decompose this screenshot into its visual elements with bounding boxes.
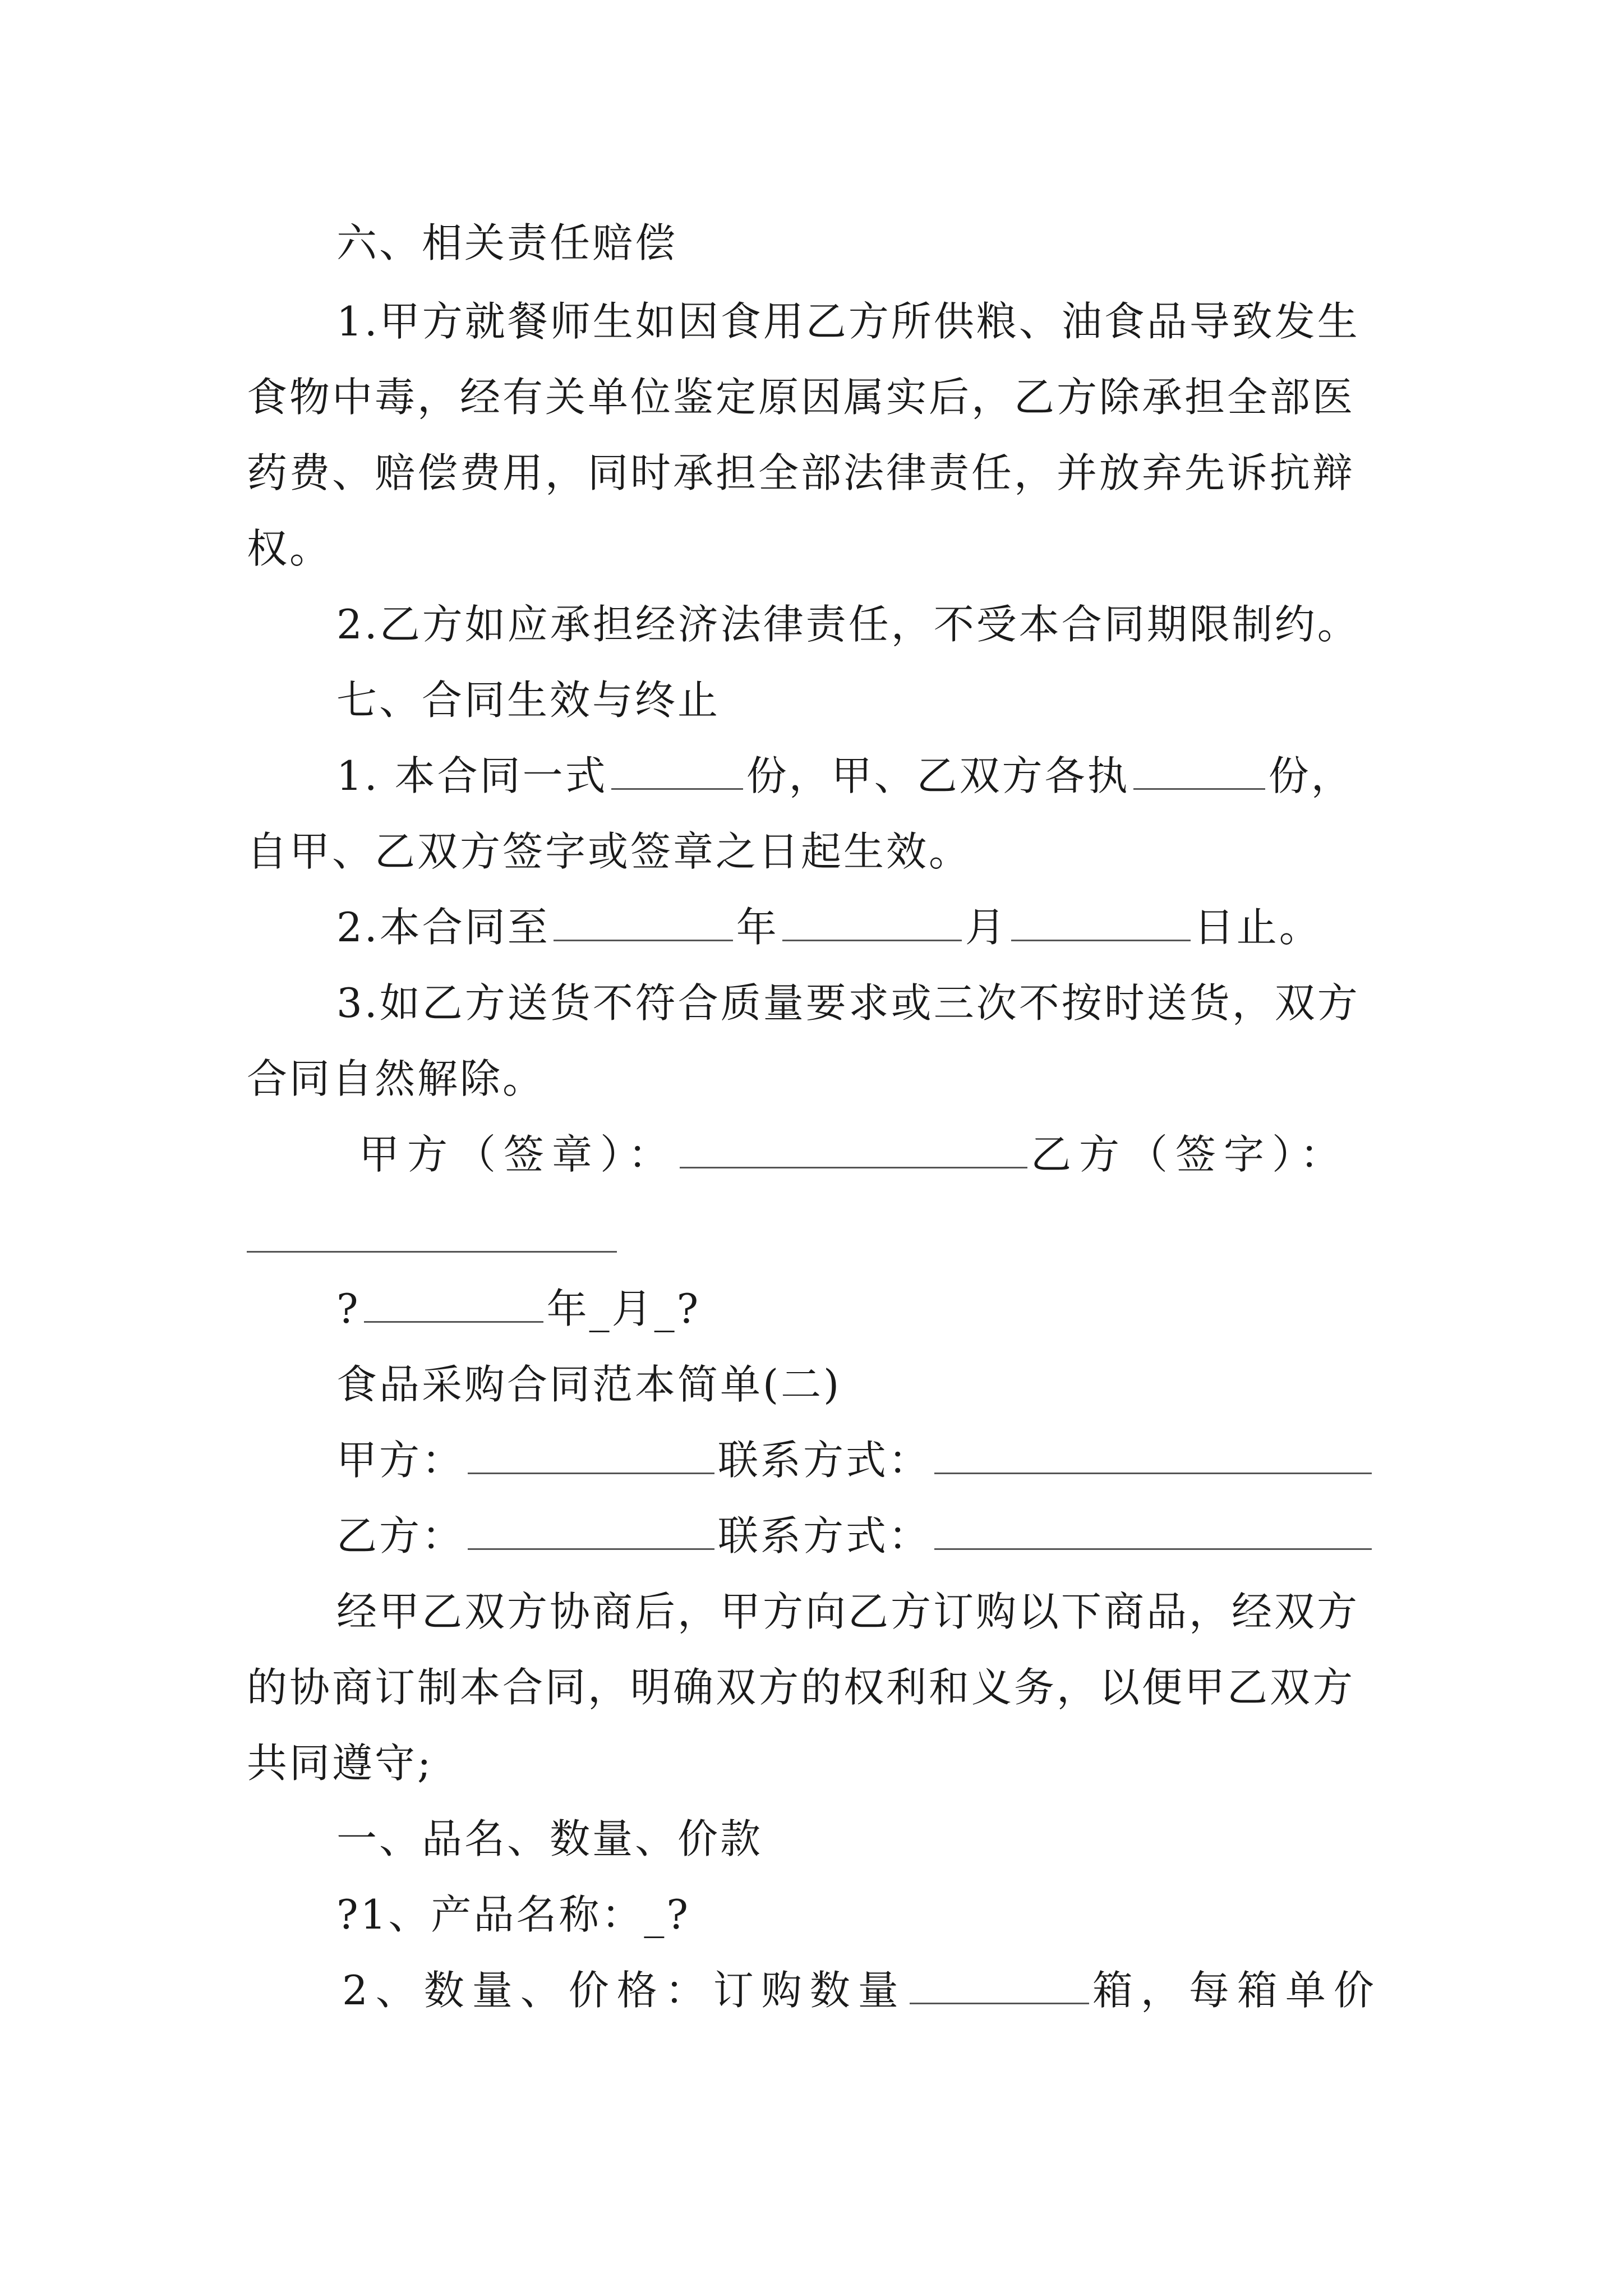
text: 2、数量、价格：订购数量 bbox=[342, 1967, 906, 2014]
text: ?1、产品名称：_? bbox=[336, 1891, 691, 1938]
text: 年_月_? bbox=[546, 1285, 701, 1332]
party-b-signature-label: 乙方（签字）： bbox=[1031, 1131, 1349, 1178]
text: 的协商订制本合同，明确双方的权利和义务，以便甲乙双方 bbox=[247, 1664, 1355, 1711]
text: 日止。 bbox=[1193, 904, 1322, 951]
section-1-heading bbox=[336, 1812, 1391, 1866]
month-blank bbox=[782, 906, 962, 941]
text: 2.本合同至 bbox=[336, 904, 550, 951]
text: 六、相关责任赔偿 bbox=[336, 219, 678, 266]
party-a-name-blank bbox=[468, 1439, 714, 1474]
text: 甲方： bbox=[336, 1437, 465, 1484]
text: 乙方： bbox=[336, 1512, 465, 1559]
text: 食品采购合同范本简单(二) bbox=[336, 1361, 842, 1408]
paragraph-line bbox=[336, 1888, 1391, 1941]
text: 自甲、乙双方签字或签章之日起生效。 bbox=[247, 828, 972, 875]
paragraph-line bbox=[336, 1585, 1391, 1639]
text: 3.如乙方送货不符合质量要求或三次不按时送货，双方 bbox=[336, 979, 1360, 1027]
paragraph-line bbox=[336, 900, 1391, 954]
paragraph-line bbox=[247, 446, 1391, 500]
paragraph-line bbox=[247, 1052, 1391, 1106]
party-a-contact-blank bbox=[934, 1439, 1372, 1474]
text: 一、品名、数量、价款 bbox=[336, 1815, 763, 1862]
text: 权。 bbox=[247, 525, 333, 572]
year-blank bbox=[554, 906, 733, 941]
paragraph-line bbox=[336, 597, 1391, 651]
text: 份， bbox=[1268, 752, 1354, 799]
party-b-signature-blank bbox=[247, 1251, 617, 1253]
text: 2.乙方如应承担经济法律责任，不受本合同期限制约。 bbox=[336, 601, 1360, 648]
text: 年 bbox=[736, 904, 779, 951]
paragraph-line bbox=[247, 1660, 1391, 1714]
text: 箱，每箱单价 bbox=[1092, 1967, 1382, 2014]
text: 联系方式： bbox=[718, 1437, 932, 1484]
party-a-signature-blank bbox=[680, 1133, 1027, 1168]
section-6-heading bbox=[336, 216, 1391, 270]
text: 月 bbox=[965, 904, 1008, 951]
text: 经甲乙双方协商后，甲方向乙方订购以下商品，经双方 bbox=[336, 1588, 1360, 1635]
text: 1.甲方就餐师生如因食用乙方所供粮、油食品导致发生 bbox=[336, 298, 1360, 345]
paragraph-line bbox=[247, 825, 1391, 878]
copies-blank bbox=[611, 754, 743, 790]
section-7-heading bbox=[336, 673, 1391, 727]
copies-each-blank bbox=[1133, 754, 1265, 790]
text: 份，甲、乙双方各执 bbox=[746, 752, 1130, 799]
text: 联系方式： bbox=[718, 1512, 932, 1559]
party-a-signature-label: 甲方（签章）： bbox=[359, 1131, 677, 1178]
document-title bbox=[336, 1358, 1391, 1411]
text: 食物中毒，经有关单位鉴定原因属实后，乙方除承担全部医 bbox=[247, 374, 1355, 421]
paragraph-line bbox=[247, 522, 1391, 576]
paragraph-line bbox=[336, 749, 1391, 803]
party-b-line bbox=[336, 1509, 1391, 1563]
paragraph-line bbox=[336, 976, 1391, 1030]
text: 1. 本合同一式 bbox=[336, 752, 608, 799]
day-blank bbox=[1011, 906, 1191, 941]
paragraph-line bbox=[247, 370, 1391, 424]
paragraph-line bbox=[247, 1736, 1391, 1790]
text: ? bbox=[336, 1285, 361, 1332]
party-b-contact-blank bbox=[934, 1515, 1372, 1550]
text: 合同自然解除。 bbox=[247, 1055, 546, 1102]
paragraph-line bbox=[336, 295, 1391, 348]
party-b-name-blank bbox=[468, 1515, 714, 1550]
date-blank bbox=[364, 1287, 543, 1323]
quantity-blank bbox=[910, 1969, 1089, 2004]
date-line bbox=[336, 1282, 1391, 1336]
paragraph-line bbox=[342, 1963, 1396, 2017]
text: 药费、赔偿费用，同时承担全部法律责任，并放弃先诉抗辩 bbox=[247, 449, 1355, 496]
text: 共同遵守; bbox=[247, 1740, 434, 1787]
signature-line bbox=[359, 1128, 1391, 1181]
party-a-line bbox=[336, 1433, 1391, 1487]
text: 七、合同生效与终止 bbox=[336, 677, 721, 724]
